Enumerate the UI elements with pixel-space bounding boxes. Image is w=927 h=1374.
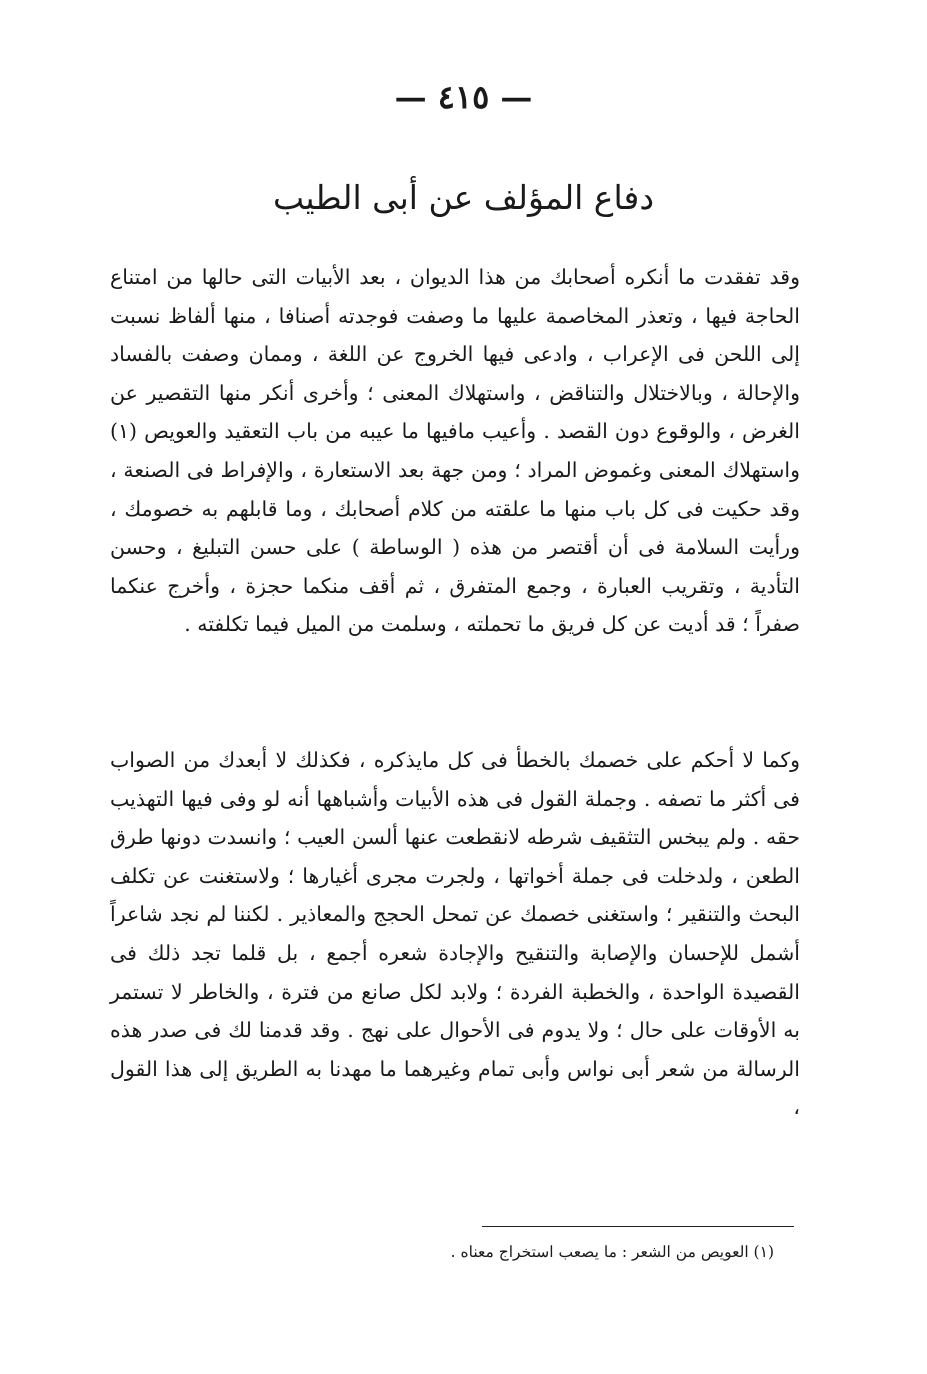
- footnote-divider: [482, 1226, 794, 1227]
- paragraph-1: وقد تفقدت ما أنكره أصحابك من هذا الديوان ، بعد الأبيات التى حالها من امتناع الحاجة فيها ، وتعذر المخاصمة عليها ما وصفت فوجدته أصنافا ، منها ألفاظ نسبت إلى اللحن فى الإعراب ، وادعى فيها الخروج عن اللغة ، وممان وصفت بالفساد والإحالة ، وبالاختلال والتناقض ، واستهلاك المعنى ؛ وأخرى أنكر منها التقصير عن الغرض ، والوقوع دون القصد . وأعيب مافيها ما عيبه من باب التعقيد والعويص (١) واستهلاك المعنى وغموض المراد ؛ ومن جهة بعد الاستعارة ، والإفراط فى الصنعة ، وقد حكيت فى كل باب منها ما علقته من كلام أصحابك ، وما قابلهم به خصومك ، ورأيت السلامة فى أن أقتصر من هذه ( الوساطة ) على حسن التبليغ ، وحسن التأدية ، وتقريب العبارة ، وجمع المتفرق ، ثم أقف منكما حجزة ، وأخرج عنكما صفراً ؛ قد أديت عن كل فريق ما تحملته ، وسلمت من الميل فيما تكلفته .: [110, 265, 800, 637]
- footnote: (١) العويص من الشعر : ما يصعب استخراج معناه .: [450, 1243, 774, 1261]
- chapter-title: دفاع المؤلف عن أبى الطيب: [272, 178, 655, 217]
- paragraph-2: وكما لا أحكم على خصمك بالخطأ فى كل مايذكره ، فكذلك لا أبعدك من الصواب فى أكثر ما تصفه . وجملة القول فى هذه الأبيات وأشباهها أنه لو وفى فيها التهذيب حقه . ولم يبخس التثقيف شرطه لانقطعت عنها ألسن العيب ؛ وانسدت دونها طرق الطعن ، ولدخلت فى جملة أخواتها ، ولجرت مجرى أغيارها ؛ ولاستغنت عن تكلف البحث والتنقير ؛ واستغنى خصمك عن تمحل الحجج والمعاذير . لكننا لم نجد شاعراً أشمل للإحسان والإصابة والتنقيح والإجادة شعره أجمع ، بل قلما تجد ذلك فى القصيدة الواحدة ، والخطبة الفردة ؛ ولابد لكل صانع من فترة ، والخاطر لا تستمر به الأوقات على حال ؛ ولا يدوم فى الأحوال على نهج . وقد قدمنا لك فى صدر هذه الرسالة من شعر أبى نواس وأبى تمام وغيرهما ما مهدنا به الطريق إلى هذا القول ،: [110, 748, 800, 1120]
- page-number: — ٤١٥ —: [394, 78, 533, 116]
